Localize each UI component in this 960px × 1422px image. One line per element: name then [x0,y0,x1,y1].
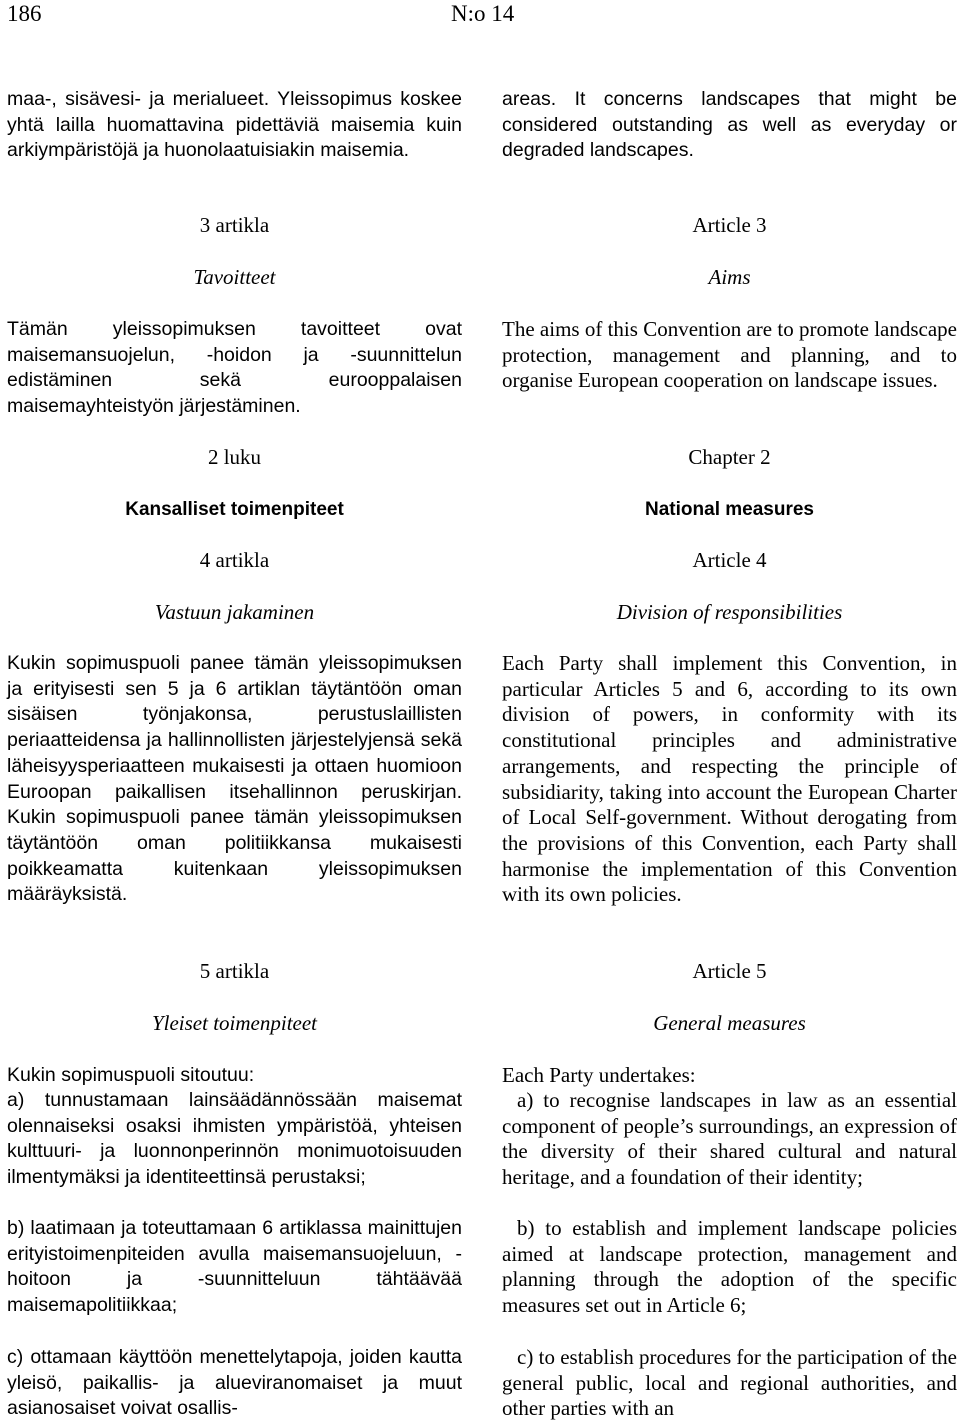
fi-article-5-title: Yleiset toimenpiteet [151,1011,318,1035]
fi-article-3-number: 3 artikla [199,213,270,237]
en-article-5-item-c: c) to establish procedures for the participation of the general public, local and regional authorities, and other parties with an [502,1345,957,1421]
en-chapter-2-number: Chapter 2 [688,445,771,469]
issue-number: N:o 14 [451,1,515,26]
fi-article-5-item-c: c) ottamaan käyttöön menettelytapoja, joiden kautta yleisö, paikallis- ja alueviranomaiset ja muut asianosaiset voivat osallis- [7,1346,462,1420]
fi-intro-paragraph: maa-, sisävesi- ja merialueet. Yleissopimus koskee yhtä lailla huomattavina pidettäviä maisemia kuin arkiympäristöjä ja huonolaatuisiakin maisemia. [7,88,462,162]
page-number: 186 [7,1,42,26]
en-article-3-text: The aims of this Convention are to promote landscape protection, management and planning, and to organise European cooperation on landscape issues. [502,317,957,393]
en-article-5-lead: Each Party undertakes: [502,1063,696,1087]
en-article-4-number: Article 4 [692,548,767,572]
en-article-5-item-b: b) to establish and implement landscape policies aimed at landscape protection, management and planning through the adoption of the specific measures set out in Article 6; [502,1216,957,1318]
fi-article-5-lead: Kukin sopimuspuoli sitoutuu: [7,1064,255,1086]
fi-article-4-title: Vastuun jakaminen [154,600,315,624]
en-article-5-item-a: a) to recognise landscapes in law as an essential component of people’s surroundings, an expression of the diversity of their shared cultural and natural heritage, and a foundation of their identity; [502,1088,957,1190]
fi-article-4-text: Kukin sopimuspuoli panee tämän yleissopimuksen ja erityisesti sen 5 ja 6 artiklan täytäntöön oman sisäisen työnjakonsa, perustuslaillisten periaatteidensa ja hallinnollisten järjestelyjensä sekä läheisyysperiaatteen mukaisesti ja ottaen huomioon Euroopan paikallisen itsehallinnon peruskirjan. Kukin sopimuspuoli panee tämän yleissopimuksen täytäntöön oman politiikkansa mukaisesti poikkeamatta kuitenkaan yleissopimuksen määräyksistä. [7,652,462,906]
fi-article-3-text: Tämän yleissopimuksen tavoitteet ovat maisemansuojelun, -hoidon ja -suunnittelun edistäminen sekä eurooppalaisen maisemayhteistyön järjestäminen. [7,318,462,418]
en-article-4-text: Each Party shall implement this Convention, in particular Articles 5 and 6, according to its own division of powers, in conformity with its constitutional principles and administrative arrangements, and respecting the principle of subsidiarity, taking into account the European Charter of Local Self-government. Without derogating from the provisions of this Convention, each Party shall harmonise the implementation of this Convention with its own policies. [502,651,957,907]
en-article-5-number: Article 5 [692,959,767,983]
en-intro-paragraph: areas. It concerns landscapes that might be considered outstanding as well as everyday or degraded landscapes. [502,88,957,162]
en-article-3-title: Aims [708,265,751,289]
en-article-5-title: General measures [653,1011,806,1035]
fi-article-5-item-b: b) laatimaan ja toteuttamaan 6 artiklassa mainittujen erityistoimenpiteiden avulla maisemansuojeluun, -hoitoon ja -suunnitteluun tähtäävää maisemapolitiikkaa; [7,1217,462,1317]
fi-chapter-2-title: Kansalliset toimenpiteet [125,499,344,520]
fi-article-5-number: 5 artikla [199,959,270,983]
en-article-3-number: Article 3 [692,213,767,237]
fi-chapter-2-number: 2 luku [207,445,262,469]
fi-article-5-item-a: a) tunnustamaan lainsäädännössään maisemat olennaiseksi osaksi ihmisten ympäristöä, yhteisen kulttuuri- ja luonnonperinnön monimuotoisuuden ilmentymäksi ja identiteettinsä perustaksi; [7,1089,462,1189]
fi-article-4-number: 4 artikla [199,548,270,572]
fi-article-3-title: Tavoitteet [193,265,276,289]
en-article-4-title: Division of responsibilities [616,600,843,624]
en-chapter-2-title: National measures [645,499,814,520]
